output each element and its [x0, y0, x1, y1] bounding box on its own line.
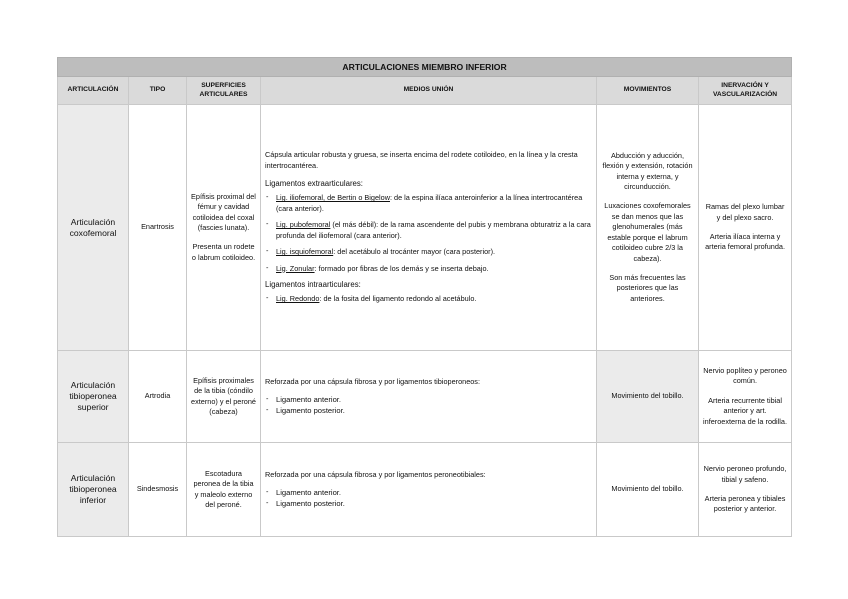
ligament-desc: : del acetábulo al trocánter mayor (cara posterior).: [333, 247, 496, 257]
movements-note: Luxaciones coxofemorales se dan menos que las glenohumerales (más estable porque el labrum cotiloideo cubre 2/3 la cabeza).: [604, 201, 691, 263]
innervation-text: Nervio poplíteo y peroneo común.: [703, 365, 787, 386]
joint-means: [261, 351, 597, 443]
ligament-name: Lig. Redondo: [276, 294, 320, 304]
ligament-name: Lig. Zonular: [276, 263, 315, 273]
innervation-text: Ramas del plexo lumbar y del plexo sacro.: [705, 202, 785, 222]
ligaments-list: [265, 488, 592, 509]
ligament-name: Ligamento posterior.: [276, 498, 345, 508]
table-row: [58, 351, 792, 443]
ligament-name: Ligamento posterior.: [276, 405, 345, 415]
table-row: [58, 443, 792, 537]
ligament-name: Ligamento anterior.: [276, 395, 342, 405]
vascularization-text: Arteria recurrente tibial anterior y art. inferoexterna de la rodilla.: [703, 395, 788, 426]
surfaces-text: Epífisis proximales de la tibia (cóndilo externo) y el peroné (cabeza): [191, 375, 256, 416]
surfaces-text: Epífisis proximal del fémur y cavidad cotiloidea del coxal (fascies lunata).: [191, 191, 256, 232]
ligament-name: Lig. pubofemoral: [276, 220, 331, 230]
surfaces-text: Escotadura peronea de la tibia y maleolo externo del peroné.: [193, 468, 254, 509]
joint-name: Articulación tibioperonea superior: [58, 351, 129, 443]
innervation-text: Nervio peroneo profundo, tibial y safeno.: [703, 464, 787, 484]
ligament-desc: : formado por fibras de los demás y se inserta debajo.: [314, 263, 489, 273]
joint-movements: [597, 351, 699, 443]
means-intro: Reforzada por una cápsula fibrosa y por ligamentos tibioperoneos:: [265, 376, 480, 386]
movements-note-2: Son más frecuentes las posteriores que las anteriores.: [609, 272, 686, 303]
vascularization-text: Arteria ilíaca interna y arteria femoral profunda.: [705, 232, 785, 252]
list-item: [265, 488, 592, 498]
joint-type: Sindesmosis: [129, 443, 187, 537]
intra-heading: Ligamentos intraarticulares:: [265, 279, 361, 289]
joint-surfaces: [187, 351, 261, 443]
header-superficies: SUPERFICIES ARTICULARES: [187, 77, 261, 105]
ligament-desc: : de la fosita del ligamento redondo al acetábulo.: [319, 294, 477, 304]
intra-ligaments-list: [265, 294, 592, 304]
list-item: [265, 499, 592, 509]
header-inervacion: INERVACIÓN Y VASCULARIZACIÓN: [699, 77, 792, 105]
table-row: [58, 105, 792, 351]
joints-table: [57, 57, 792, 537]
movements-text: Movimiento del tobillo.: [611, 484, 684, 494]
header-articulacion: ARTICULACIÓN: [58, 77, 129, 105]
joint-type: Enartrosis: [129, 105, 187, 351]
table-title: ARTICULACIONES MIEMBRO INFERIOR: [58, 58, 792, 77]
list-item: [265, 294, 592, 304]
means-intro: Cápsula articular robusta y gruesa, se inserta encima del rodete cotiloideo, en la línea y la cresta intertrocantérea.: [265, 150, 578, 170]
joint-innervation: [699, 351, 792, 443]
means-intro: Reforzada por una cápsula fibrosa y por ligamentos peroneotibiales:: [265, 469, 486, 479]
joint-means: [261, 105, 597, 351]
header-medios: MEDIOS UNIÓN: [261, 77, 597, 105]
vascularization-text: Arteria peronea y tibiales posterior y anterior.: [704, 494, 786, 514]
list-item: [265, 247, 592, 257]
joint-movements: [597, 105, 699, 351]
ligament-name: Lig. iliofemoral, de Bertin o Bigelow: [276, 193, 390, 203]
movements-text: Movimiento del tobillo.: [611, 391, 684, 401]
joint-surfaces: [187, 105, 261, 351]
surfaces-note: Presenta un rodete o labrum cotiloideo.: [191, 242, 256, 262]
header-movimientos: MOVIMIENTOS: [597, 77, 699, 105]
header-tipo: TIPO: [129, 77, 187, 105]
joint-innervation: [699, 443, 792, 537]
ligament-desc: : de la espina ilíaca anteroinferior a la línea intertrocantérea (cara anterior).: [276, 193, 583, 213]
movements-text: Abducción y aducción, flexión y extensión, rotación interna y externa, y circunducción.: [602, 150, 693, 192]
extra-ligaments-list: [265, 193, 592, 273]
list-item: [265, 395, 592, 405]
list-item: [265, 406, 592, 416]
ligament-name: Ligamento anterior.: [276, 488, 342, 498]
ligament-desc: (el más débil): de la rama ascendente del pubis y membrana obturatriz a la cara profunda del iliofemoral (cara anterior).: [276, 220, 591, 240]
ligament-name: Lig. isquiofemoral: [276, 247, 334, 257]
joint-innervation: [699, 105, 792, 351]
joint-name: Articulación coxofemoral: [58, 105, 129, 351]
list-item: [265, 264, 592, 274]
joint-movements: [597, 443, 699, 537]
joint-name: Articulación tibioperonea inferior: [58, 443, 129, 537]
joint-surfaces: [187, 443, 261, 537]
ligaments-list: [265, 395, 592, 416]
list-item: [265, 193, 592, 214]
extra-heading: Ligamentos extraarticulares:: [265, 179, 363, 189]
joint-type: Artrodia: [129, 351, 187, 443]
joint-means: [261, 443, 597, 537]
list-item: [265, 220, 592, 241]
